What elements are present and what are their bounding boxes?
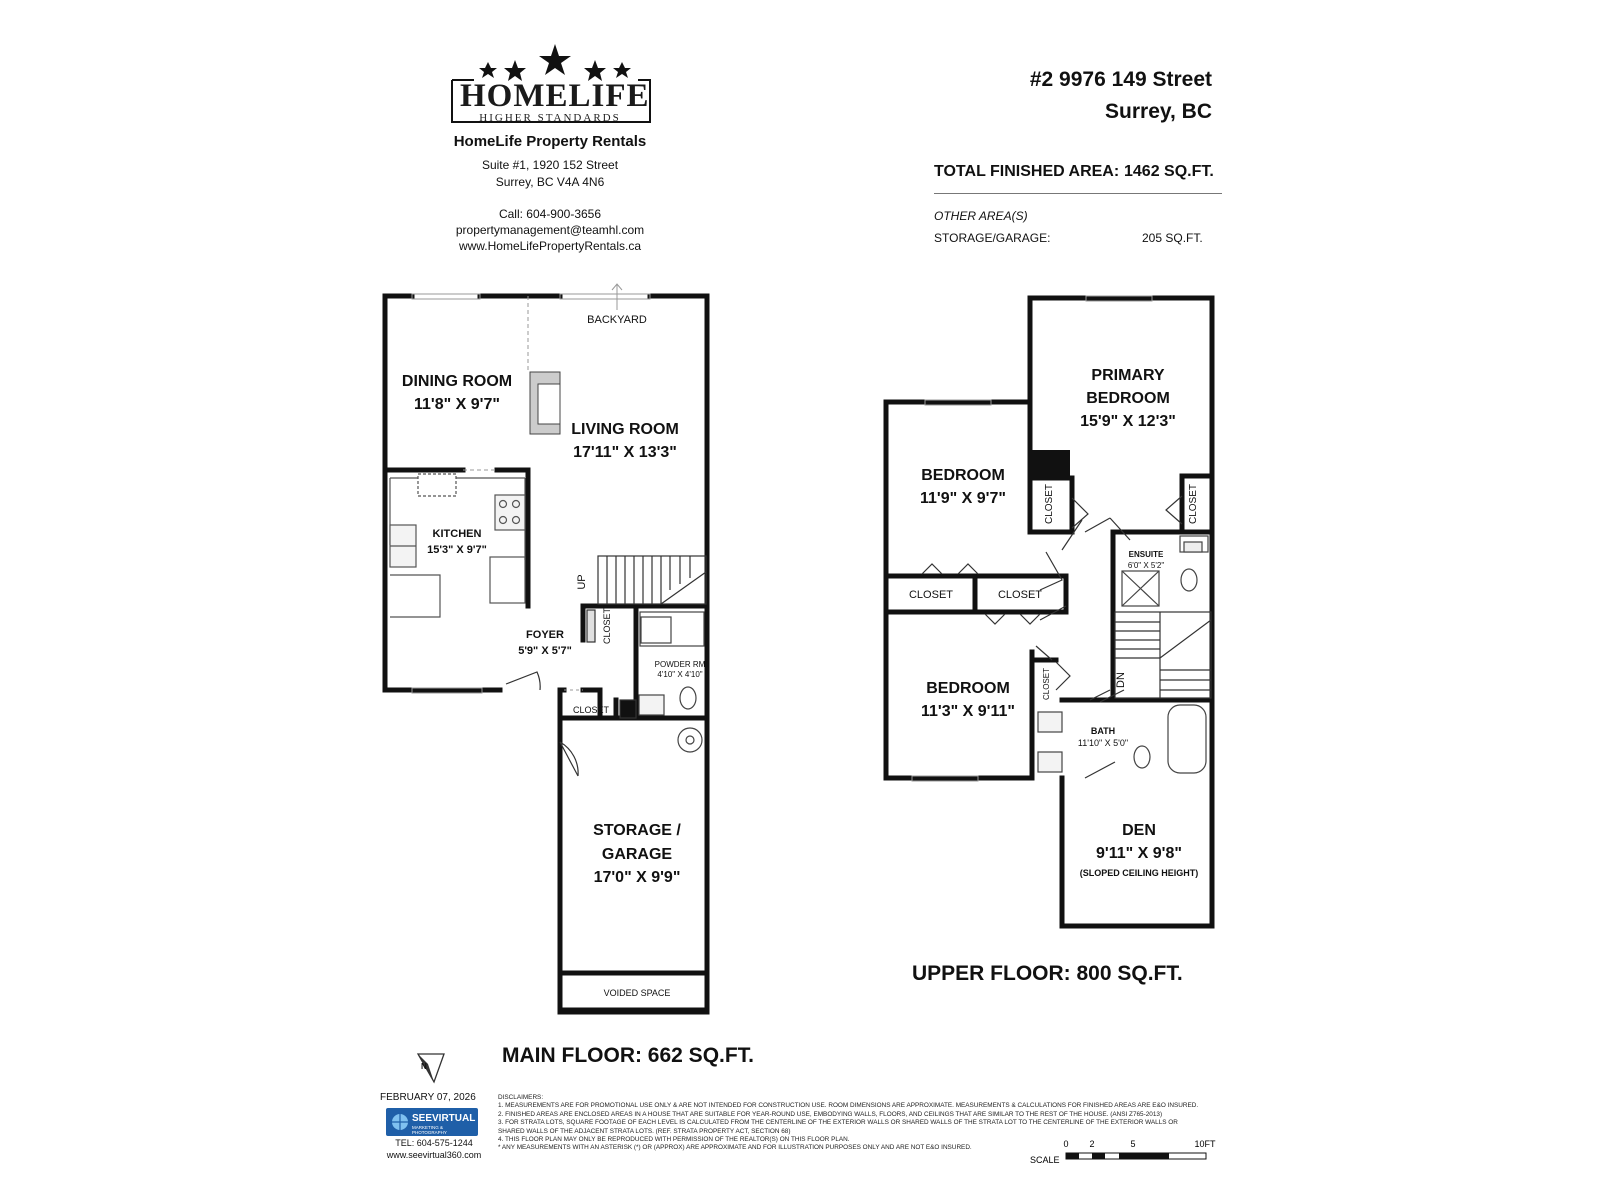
scale-10: 10FT bbox=[1194, 1139, 1216, 1149]
main-floor-plan bbox=[370, 280, 720, 1020]
seevirtual-brand: SEEVIRTUAL bbox=[412, 1113, 476, 1124]
bath-toilet-icon bbox=[1134, 746, 1150, 768]
storage-name-2: GARAGE bbox=[601, 846, 673, 863]
closet-vertical-2: CLOSET bbox=[1188, 483, 1199, 525]
backyard-label: BACKYARD bbox=[587, 314, 647, 326]
bath-name: BATH bbox=[1090, 726, 1116, 736]
bedroom-2-dims: 11'3" X 9'11" bbox=[921, 703, 1015, 720]
fridge-icon bbox=[490, 557, 525, 603]
seevirtual-sub: MARKETING & PHOTOGRAPHY bbox=[412, 1125, 447, 1135]
company-email: propertymanagement@teamhl.com bbox=[455, 223, 645, 237]
scale-5: 5 bbox=[1130, 1139, 1136, 1149]
ensuite-name: ENSUITE bbox=[1128, 550, 1164, 559]
other-areas-label: OTHER AREA(S) bbox=[934, 209, 1028, 223]
toilet-icon bbox=[680, 687, 696, 709]
living-room-dims: 17'11" X 13'3" bbox=[573, 444, 677, 461]
powder-room-dims: 4'10" X 4'10" bbox=[657, 670, 703, 679]
disclaimer-4: 4. THIS FLOOR PLAN MAY ONLY BE REPRODUCED WITH PERMISSION OF THE REALTOR(S) ON THIS FLOOR PLAN. bbox=[498, 1136, 850, 1144]
foyer-name: FOYER bbox=[526, 629, 564, 641]
dn-label: DN bbox=[1115, 672, 1127, 688]
storage-garage-value: 205 SQ.FT. bbox=[1142, 231, 1203, 245]
upper-floor-plan bbox=[880, 290, 1220, 940]
water-heater-icon bbox=[678, 728, 702, 752]
dining-room-name: DINING ROOM bbox=[401, 373, 513, 390]
closet-left-label: CLOSET bbox=[908, 589, 954, 601]
closet-vertical-1: CLOSET bbox=[1044, 483, 1055, 525]
primary-bedroom-name-1: PRIMARY bbox=[1091, 367, 1165, 384]
scale-bar bbox=[1030, 1138, 1220, 1166]
main-floor-total: MAIN FLOOR: 662 SQ.FT. bbox=[502, 1044, 755, 1067]
property-address-2: Surrey, BC bbox=[1105, 100, 1212, 123]
ensuite-toilet-icon bbox=[1181, 569, 1197, 591]
seevirtual-logo bbox=[386, 1108, 478, 1136]
seevirtual-web: www.seevirtual360.com bbox=[386, 1150, 482, 1160]
bedroom-2-name: BEDROOM bbox=[926, 680, 1010, 697]
scale-0: 0 bbox=[1063, 1139, 1069, 1149]
north-label: N bbox=[421, 1062, 427, 1071]
kitchen-dims: 15'3" X 9'7" bbox=[427, 544, 487, 556]
upper-floor-total: UPPER FLOOR: 800 SQ.FT. bbox=[912, 962, 1183, 985]
plan-date: FEBRUARY 07, 2026 bbox=[380, 1092, 476, 1103]
living-room-name: LIVING ROOM bbox=[571, 421, 679, 438]
total-area-label: TOTAL FINISHED AREA: bbox=[934, 163, 1120, 180]
bath-dims: 11'10" X 5'0" bbox=[1077, 738, 1129, 748]
company-address-1: Suite #1, 1920 152 Street bbox=[481, 158, 619, 172]
closet-mid-label: CLOSET bbox=[997, 589, 1043, 601]
den-name: DEN bbox=[1122, 822, 1156, 839]
storage-garage-label: STORAGE/GARAGE: bbox=[934, 231, 1051, 245]
disclaimer-2: 2. FINISHED AREAS ARE ENCLOSED AREAS IN A HOUSE THAT ARE SUITABLE FOR YEAR-ROUND USE, EMBODYING WALLS, FLOORS, AND CEILINGS THAT ARE SIMILAR TO THE REST OF THE HOUSE. (ANSI Z765-2013) bbox=[498, 1110, 1163, 1118]
den-dims: 9'11" X 9'8" bbox=[1096, 845, 1182, 862]
disclaimer-3b: SHARED WALLS OF THE ADJACENT STRATA LOTS. (REF. STRATA PROPERTY ACT, SECTION 68) bbox=[498, 1127, 791, 1135]
closet-label: CLOSET bbox=[602, 607, 612, 645]
closet-bottom-label: CLOSET bbox=[572, 705, 610, 715]
foyer-dims: 5'9" X 5'7" bbox=[518, 645, 572, 657]
kitchen-name: KITCHEN bbox=[432, 528, 482, 540]
divider bbox=[934, 193, 1222, 194]
den-note: (SLOPED CEILING HEIGHT) bbox=[1079, 868, 1199, 878]
scale-label: SCALE bbox=[1030, 1155, 1060, 1165]
voided-space-label: VOIDED SPACE bbox=[603, 988, 671, 998]
logo-tagline: HIGHER STANDARDS bbox=[479, 112, 621, 124]
seevirtual-tel: TEL: 604-575-1244 bbox=[395, 1138, 473, 1148]
logo-name: HOMELIFE bbox=[460, 78, 650, 114]
north-arrow-icon bbox=[414, 1052, 448, 1086]
dining-room-dims: 11'8" X 9'7" bbox=[414, 396, 500, 413]
disclaimer-1: 1. MEASUREMENTS ARE FOR PROMOTIONAL USE ONLY & ARE NOT INTENDED FOR CONSTRUCTION USE. ROOM DIMENSIONS ARE APPROXIMATE. MEASUREMENTS & CALCULATIONS FOR FINISHED AREAS ARE E&O INSURED. bbox=[498, 1102, 1199, 1110]
ensuite-dims: 6'0" X 5'2" bbox=[1127, 561, 1165, 570]
up-label: UP bbox=[576, 574, 588, 590]
company-phone: Call: 604-900-3656 bbox=[498, 207, 602, 221]
fireplace bbox=[530, 372, 560, 434]
disclaimer-3a: 3. FOR STRATA LOTS, SQUARE FOOTAGE OF EACH LEVEL IS CALCULATED FROM THE CENTERLINE OF THE EXTERIOR WALLS OR SHARED WALLS OF THE STRATA LOT TO THE CENTERLINE OF THE EXTERIOR WALLS OR bbox=[498, 1119, 1178, 1127]
star-icons bbox=[479, 44, 631, 81]
company-website: www.HomeLifePropertyRentals.ca bbox=[458, 239, 642, 253]
property-address-1: #2 9976 149 Street bbox=[1029, 68, 1212, 91]
company-name: HomeLife Property Rentals bbox=[453, 133, 647, 150]
primary-bedroom-dims: 15'9" X 12'3" bbox=[1080, 413, 1176, 430]
total-area-value: 1462 SQ.FT. bbox=[1124, 163, 1214, 180]
upper-stairs bbox=[1115, 612, 1211, 698]
scale-2: 2 bbox=[1089, 1139, 1095, 1149]
primary-bedroom-name-2: BEDROOM bbox=[1086, 390, 1170, 407]
company-address-2: Surrey, BC V4A 4N6 bbox=[495, 175, 605, 189]
powder-room-name: POWDER RM bbox=[654, 660, 706, 669]
main-stairs bbox=[598, 556, 706, 604]
disclaimer-5: * ANY MEASUREMENTS WITH AN ASTERISK (*) OR (APPROX) ARE APPROXIMATE AND FOR ILLUSTRATION PURPOSES ONLY AND ARE NOT E&O INSURED. bbox=[498, 1144, 972, 1152]
storage-name-1: STORAGE / bbox=[593, 822, 681, 839]
disclaimers-title: DISCLAIMERS: bbox=[498, 1094, 544, 1101]
seevirtual-globe-icon bbox=[390, 1112, 410, 1132]
stove-icon bbox=[495, 495, 525, 530]
closet-vertical-3: CLOSET bbox=[1042, 667, 1051, 701]
bedroom-1-dims: 11'9" X 9'7" bbox=[920, 490, 1006, 507]
storage-dims: 17'0" X 9'9" bbox=[593, 869, 681, 886]
bathtub-icon bbox=[1168, 705, 1206, 773]
bedroom-1-name: BEDROOM bbox=[921, 467, 1005, 484]
